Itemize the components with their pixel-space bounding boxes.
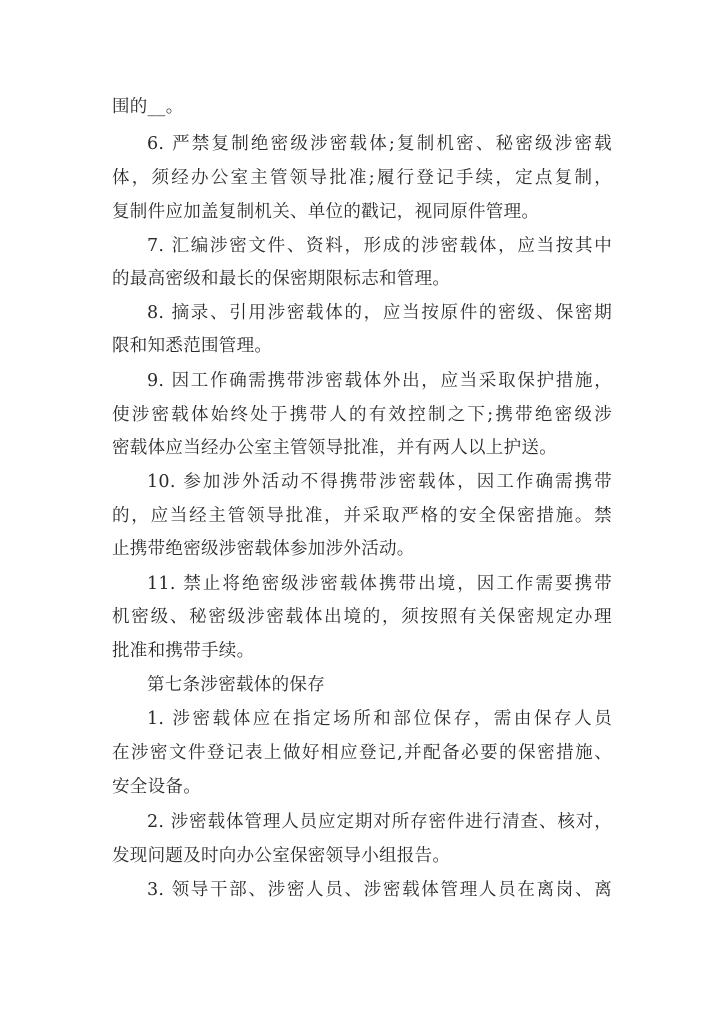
text-line: 止携带绝密级涉密载体参加涉外活动。 bbox=[112, 539, 415, 559]
text-line: 机密级、秘密级涉密载体出境的，须按照有关保密规定办理 bbox=[112, 607, 612, 627]
text-line: 2. 涉密载体管理人员应定期对所存密件进行清查、核对， bbox=[147, 812, 612, 832]
text-line: 发现问题及时向办公室保密领导小组报告。 bbox=[112, 846, 451, 866]
text-line: 安全设备。 bbox=[112, 777, 201, 797]
text-line: 9. 因工作确需携带涉密载体外出，应当采取保护措施， bbox=[147, 371, 612, 391]
text-line: 的，应当经主管领导批准，并采取严格的安全保密措施。禁 bbox=[112, 506, 612, 526]
text-line: 1. 涉密载体应在指定场所和部位保存，需由保存人员 bbox=[147, 709, 612, 729]
text-line: 在涉密文件登记表上做好相应登记,并配备必要的保密措施、 bbox=[112, 743, 612, 763]
text-line: 体，须经办公室主管领导批准;履行登记手续，定点复制， bbox=[112, 168, 612, 188]
text-line: 8. 摘录、引用涉密载体的，应当按原件的密级、保密期 bbox=[147, 303, 612, 323]
text-line: 11. 禁止将绝密级涉密载体携带出境，因工作需要携带 bbox=[147, 574, 612, 594]
text-line: 复制件应加盖复制机关、单位的戳记，视同原件管理。 bbox=[112, 202, 540, 222]
text-line: 限和知悉范围管理。 bbox=[112, 336, 273, 356]
text-line: 10. 参加涉外活动不得携带涉密载体，因工作确需携带 bbox=[147, 472, 612, 492]
text-line: 使涉密载体始终处于携带人的有效控制之下;携带绝密级涉 bbox=[112, 405, 612, 425]
text-line: 7. 汇编涉密文件、资料，形成的涉密载体，应当按其中 bbox=[147, 236, 612, 256]
text-line: 批准和携带手续。 bbox=[112, 641, 255, 661]
section-heading: 第七条涉密载体的保存 bbox=[147, 675, 325, 695]
text-line: 围的__。 bbox=[112, 97, 184, 117]
text-line: 的最高密级和最长的保密期限标志和管理。 bbox=[112, 269, 451, 289]
text-line: 3. 领导干部、涉密人员、涉密载体管理人员在离岗、离 bbox=[147, 880, 612, 900]
text-line: 密载体应当经办公室主管领导批准，并有两人以上护送。 bbox=[112, 438, 557, 458]
text-line: 6. 严禁复制绝密级涉密载体;复制机密、秘密级涉密载 bbox=[147, 134, 612, 154]
